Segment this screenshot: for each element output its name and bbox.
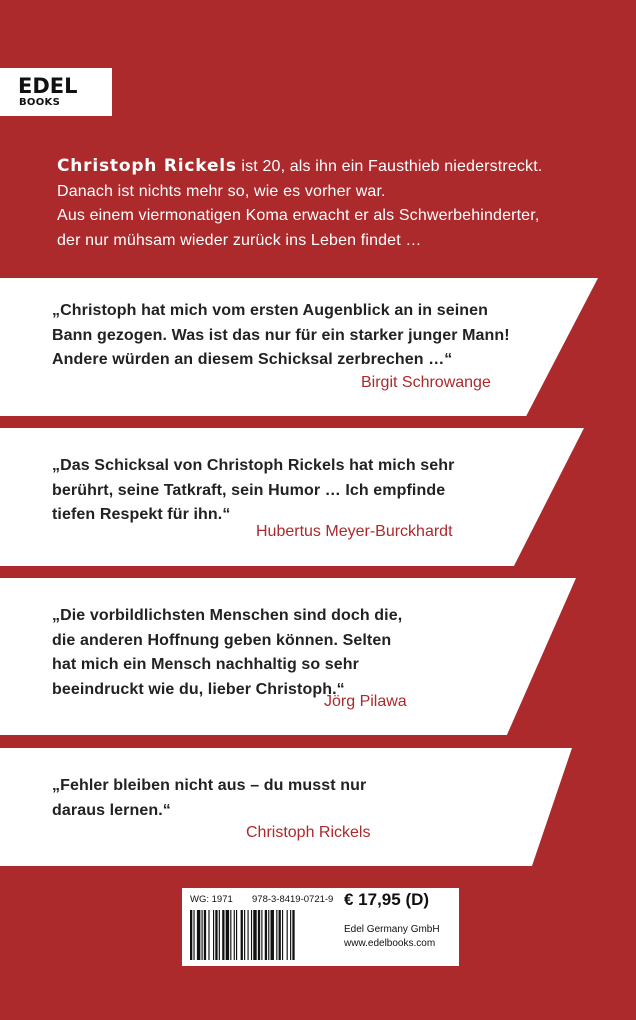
- quote-author-1: Birgit Schrowange: [361, 374, 491, 391]
- quote-line: „Fehler bleiben nicht aus – du musst nur: [52, 777, 367, 794]
- publisher-name: Edel Germany GmbH: [344, 924, 440, 935]
- logo-sub-text: BOOKS: [19, 97, 61, 108]
- quote-line: daraus lernen.“: [52, 801, 171, 819]
- quote-line: berührt, seine Tatkraft, sein Humor … Ich empfinde: [52, 481, 446, 499]
- quote-line: hat mich ein Mensch nachhaltig so sehr: [52, 656, 359, 673]
- quote-author-2: Hubertus Meyer-Burckhardt: [256, 523, 453, 540]
- quote-line: „Das Schicksal von Christoph Rickels hat mich sehr: [52, 457, 455, 474]
- quote-line: „Christoph hat mich vom ersten Augenblick an in seinen: [52, 302, 488, 319]
- quote-line: tiefen Respekt für ihn.“: [52, 506, 231, 523]
- quote-line: die anderen Hoffnung geben können. Selten: [52, 631, 392, 649]
- quote-text-1: [52, 299, 510, 373]
- quote-line: Andere würden an diesem Schicksal zerbrechen …“: [52, 351, 453, 368]
- quote-text-3: [52, 604, 402, 702]
- barcode-icon: [190, 910, 332, 960]
- publisher-logo: [0, 68, 112, 116]
- publisher-website: www.edelbooks.com: [344, 938, 436, 949]
- quote-author-3: Jörg Pilawa: [324, 693, 407, 710]
- logo-main-text: EDEL: [18, 74, 78, 98]
- intro-line-1-rest: ist 20, als ihn ein Fausthieb niederstreckt.: [236, 158, 543, 175]
- quote-text-4: [52, 774, 366, 823]
- intro-line-1: [57, 154, 627, 180]
- isbn-number: 978-3-8419-0721-9: [252, 894, 334, 905]
- price-label: € 17,95 (D): [344, 890, 430, 909]
- intro-blurb: [57, 154, 627, 253]
- barcode-label: [182, 888, 459, 966]
- quote-line: beeindruckt wie du, lieber Christoph.“: [52, 680, 345, 698]
- quote-text-2: [52, 454, 454, 528]
- intro-line-2: Danach ist nichts mehr so, wie es vorher war.: [57, 182, 386, 200]
- quote-line: Bann gezogen. Was ist das nur für ein starker junger Mann!: [52, 326, 510, 344]
- product-group-code: WG: 1971: [190, 894, 233, 905]
- quote-author-4: Christoph Rickels: [246, 824, 371, 841]
- intro-line-3: Aus einem viermonatigen Koma erwacht er als Schwerbehinderter,: [57, 207, 540, 224]
- intro-line-4: der nur mühsam wieder zurück ins Leben findet …: [57, 231, 422, 249]
- quote-line: „Die vorbildlichsten Menschen sind doch die,: [52, 607, 403, 624]
- intro-author-name: Christoph Rickels: [57, 156, 237, 176]
